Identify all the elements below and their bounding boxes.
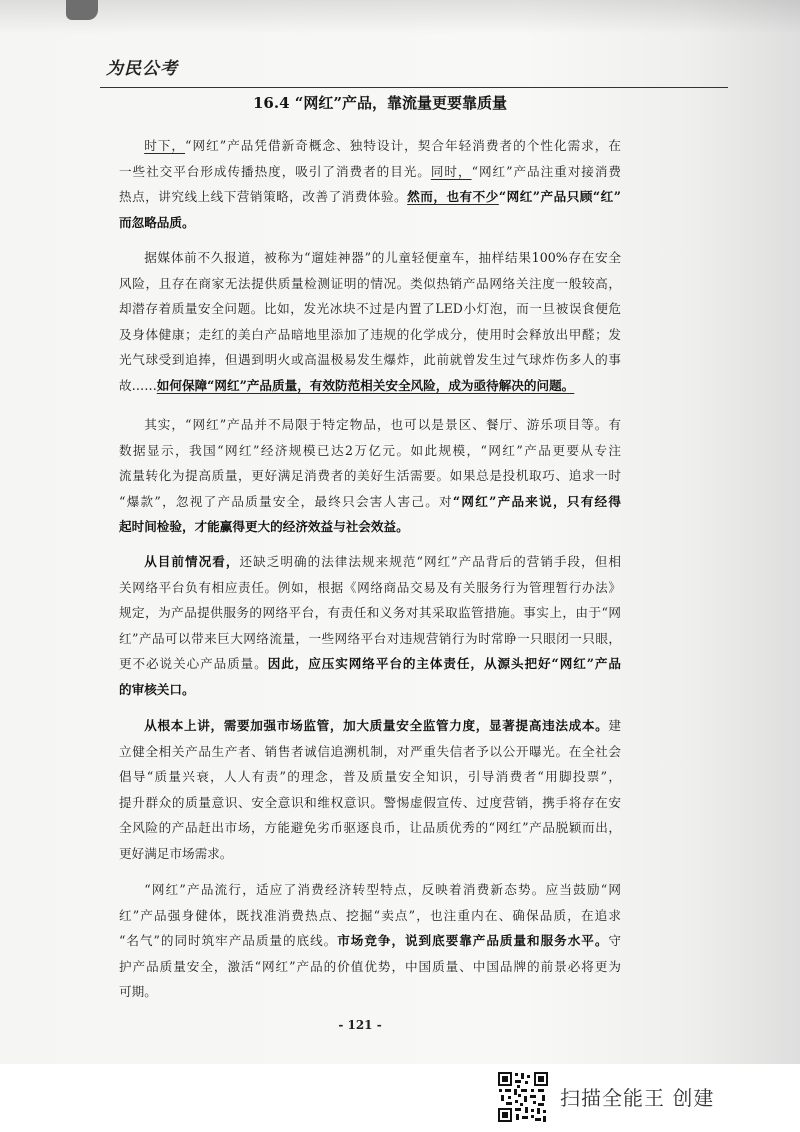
text-line xyxy=(119,463,621,489)
text-line xyxy=(119,412,621,438)
bold-text: 而忽略品质。 xyxy=(119,214,195,230)
scanner-watermark: 扫描全能王 创建 xyxy=(560,1086,715,1110)
paragraph-6 xyxy=(119,877,621,1005)
text-line xyxy=(119,575,621,601)
text-run: “网红”产品凭借新奇概念、独特设计，契合年轻消费者的个性化需求，在 xyxy=(185,138,622,153)
underlined-text: 时下， xyxy=(144,138,186,153)
text-run: 一些社交平台形成传播热度，吸引了消费者的目光。 xyxy=(119,163,431,179)
paragraph-4 xyxy=(119,549,621,702)
text-run: 数据显示，我国“网红”经济规模已达2万亿元。如此规模，“网红”产品更要从专注 xyxy=(119,442,621,458)
text-line xyxy=(119,549,621,575)
text-line xyxy=(119,210,621,236)
text-run: 及身体健康；走红的美白产品暗地里添加了违规的化学成分，使用时会释放出甲醛；发 xyxy=(119,326,621,342)
text-run: 光气球受到追捧，但遇到明火或高温极易发生爆炸，此前就曾发生过气球炸伤多人的事 xyxy=(119,352,621,367)
text-run: 红”产品强身健体，既找准消费热点、挖掘“卖点”，也注重内在、确保品质，在追求 xyxy=(119,907,621,923)
text-line xyxy=(119,928,621,954)
underlined-text: 同时， xyxy=(430,163,472,179)
bold-text: 然而，也有不少 xyxy=(407,189,499,204)
qr-code-icon xyxy=(497,1071,549,1123)
text-run: 建 xyxy=(608,718,621,733)
text-run: 全风险的产品赶出市场，方能避免劣币驱逐良币，让品质优秀的“网红”产品脱颖而出， xyxy=(119,820,621,835)
bold-text: 从目前情况看， xyxy=(144,554,240,569)
text-line xyxy=(119,815,621,841)
text-line xyxy=(119,677,621,703)
text-line xyxy=(119,626,621,652)
text-line xyxy=(119,296,621,322)
bold-text: 的审核关口。 xyxy=(119,681,195,697)
text-run: 提升群众的质量意识、安全意识和维权意识。警惕虚假宣传、过度营销，携手将存在安 xyxy=(119,794,621,810)
text-run: 风险，且存在商家无法提供质量检测证明的情况。类似热销产品网络关注度一般较高， xyxy=(119,275,621,291)
text-line xyxy=(119,184,621,210)
text-run: 热点，讲究线上线下营销策略，改善了消费体验。 xyxy=(119,189,408,204)
scan-shadow xyxy=(66,0,98,20)
paragraph-2 xyxy=(119,245,621,398)
text-run: 据媒体前不久报道，被称为“遛娃神器”的儿童轻便童车，抽样结果100%存在安全 xyxy=(144,250,621,265)
text-line xyxy=(119,271,621,297)
header-divider xyxy=(100,87,728,88)
text-line xyxy=(119,245,621,271)
text-run: 更不必说关心产品质量。 xyxy=(119,656,268,671)
bold-text: 市场竞争，说到底要靠产品质量和服务水平。 xyxy=(337,933,609,948)
text-run: 故…… xyxy=(119,377,157,393)
text-run: 其实，“网红”产品并不局限于特定物品，也可以是景区、餐厅、游乐项目等。有 xyxy=(144,417,621,432)
text-line xyxy=(119,322,621,348)
text-run: 红”产品可以带来巨大网络流量，一些网络平台对违规营销行为时常睁一只眼闭一只眼， xyxy=(119,630,621,646)
paragraph-1 xyxy=(119,133,621,235)
text-line xyxy=(119,489,621,515)
text-line xyxy=(119,954,621,980)
text-run: 守 xyxy=(608,933,621,948)
header-brand: 为民公考 xyxy=(106,59,178,79)
text-run: 流量转化为提高质量，更好满足消费者的美好生活需要。如果总是投机取巧、追求一时 xyxy=(119,468,621,483)
text-line xyxy=(119,841,621,867)
paragraph-3 xyxy=(119,412,621,540)
text-run: 护产品质量安全，激活“网红”产品的价值优势，中国质量、中国品牌的前景必将更为 xyxy=(119,958,621,974)
text-run: 可期。 xyxy=(119,984,157,999)
text-line xyxy=(119,373,621,399)
text-line xyxy=(119,438,621,464)
text-line xyxy=(119,979,621,1005)
bold-text: 起时间检验，才能赢得更大的经济效益与社会效益。 xyxy=(119,519,409,534)
page-number: - 121 - xyxy=(338,1018,382,1032)
bold-text: 因此，应压实网络平台的主体责任，从源头把好“网红”产品 xyxy=(267,656,621,671)
text-line xyxy=(119,903,621,929)
text-line xyxy=(119,651,621,677)
text-line xyxy=(119,739,621,765)
paragraph-5 xyxy=(119,713,621,866)
text-run: 倡导“质量兴衰，人人有责”的理念，普及质量安全知识，引导消费者“用脚投票”， xyxy=(119,769,621,784)
text-run: 立健全相关产品生产者、销售者诚信追溯机制，对严重失信者予以公开曝光。在全社会 xyxy=(119,743,621,759)
text-line xyxy=(119,600,621,626)
text-run: 更好满足市场需求。 xyxy=(119,845,233,861)
bold-text: “网红”产品只顾“红” xyxy=(498,189,622,204)
text-run: “网红”产品注重对接消费 xyxy=(471,163,622,179)
text-line xyxy=(119,713,621,739)
text-run: 关网络平台负有相应责任。例如，根据《网络商品交易及有关服务行为管理暂行办法》 xyxy=(119,579,621,595)
text-line xyxy=(119,877,621,903)
bold-text: “网红”产品来说，只有经得 xyxy=(452,493,621,509)
text-run: “网红”产品流行，适应了消费经济转型特点，反映着消费新态势。应当鼓励“网 xyxy=(144,882,621,897)
article-title: 16.4 “网红”产品，靠流量更要靠质量 xyxy=(252,94,507,112)
text-run: 还缺乏明确的法律法规来规范“网红”产品背后的营销手段，但相 xyxy=(239,554,621,569)
text-line xyxy=(119,133,621,159)
text-run: 却潜存着质量安全问题。比如，发光冰块不过是内置了LED小灯泡，而一旦被误食便危 xyxy=(119,301,621,316)
bold-text: 如何保障“网红”产品质量，有效防范相关安全风险，成为亟待解决的问题。 xyxy=(156,377,575,393)
text-run: “爆款”，忽视了产品质量安全，最终只会害人害己。对 xyxy=(119,493,453,509)
text-line xyxy=(119,790,621,816)
text-line xyxy=(119,159,621,185)
text-line xyxy=(119,514,621,540)
bold-text: 从根本上讲，需要加强市场监管，加大质量安全监管力度，显著提高违法成本。 xyxy=(144,718,609,733)
text-line xyxy=(119,347,621,373)
text-run: 规定，为产品提供服务的网络平台，有责任和义务对其采取监管措施。事实上，由于“网 xyxy=(119,605,621,620)
text-line xyxy=(119,764,621,790)
text-run: “名气”的同时筑牢产品质量的底线。 xyxy=(119,933,338,948)
